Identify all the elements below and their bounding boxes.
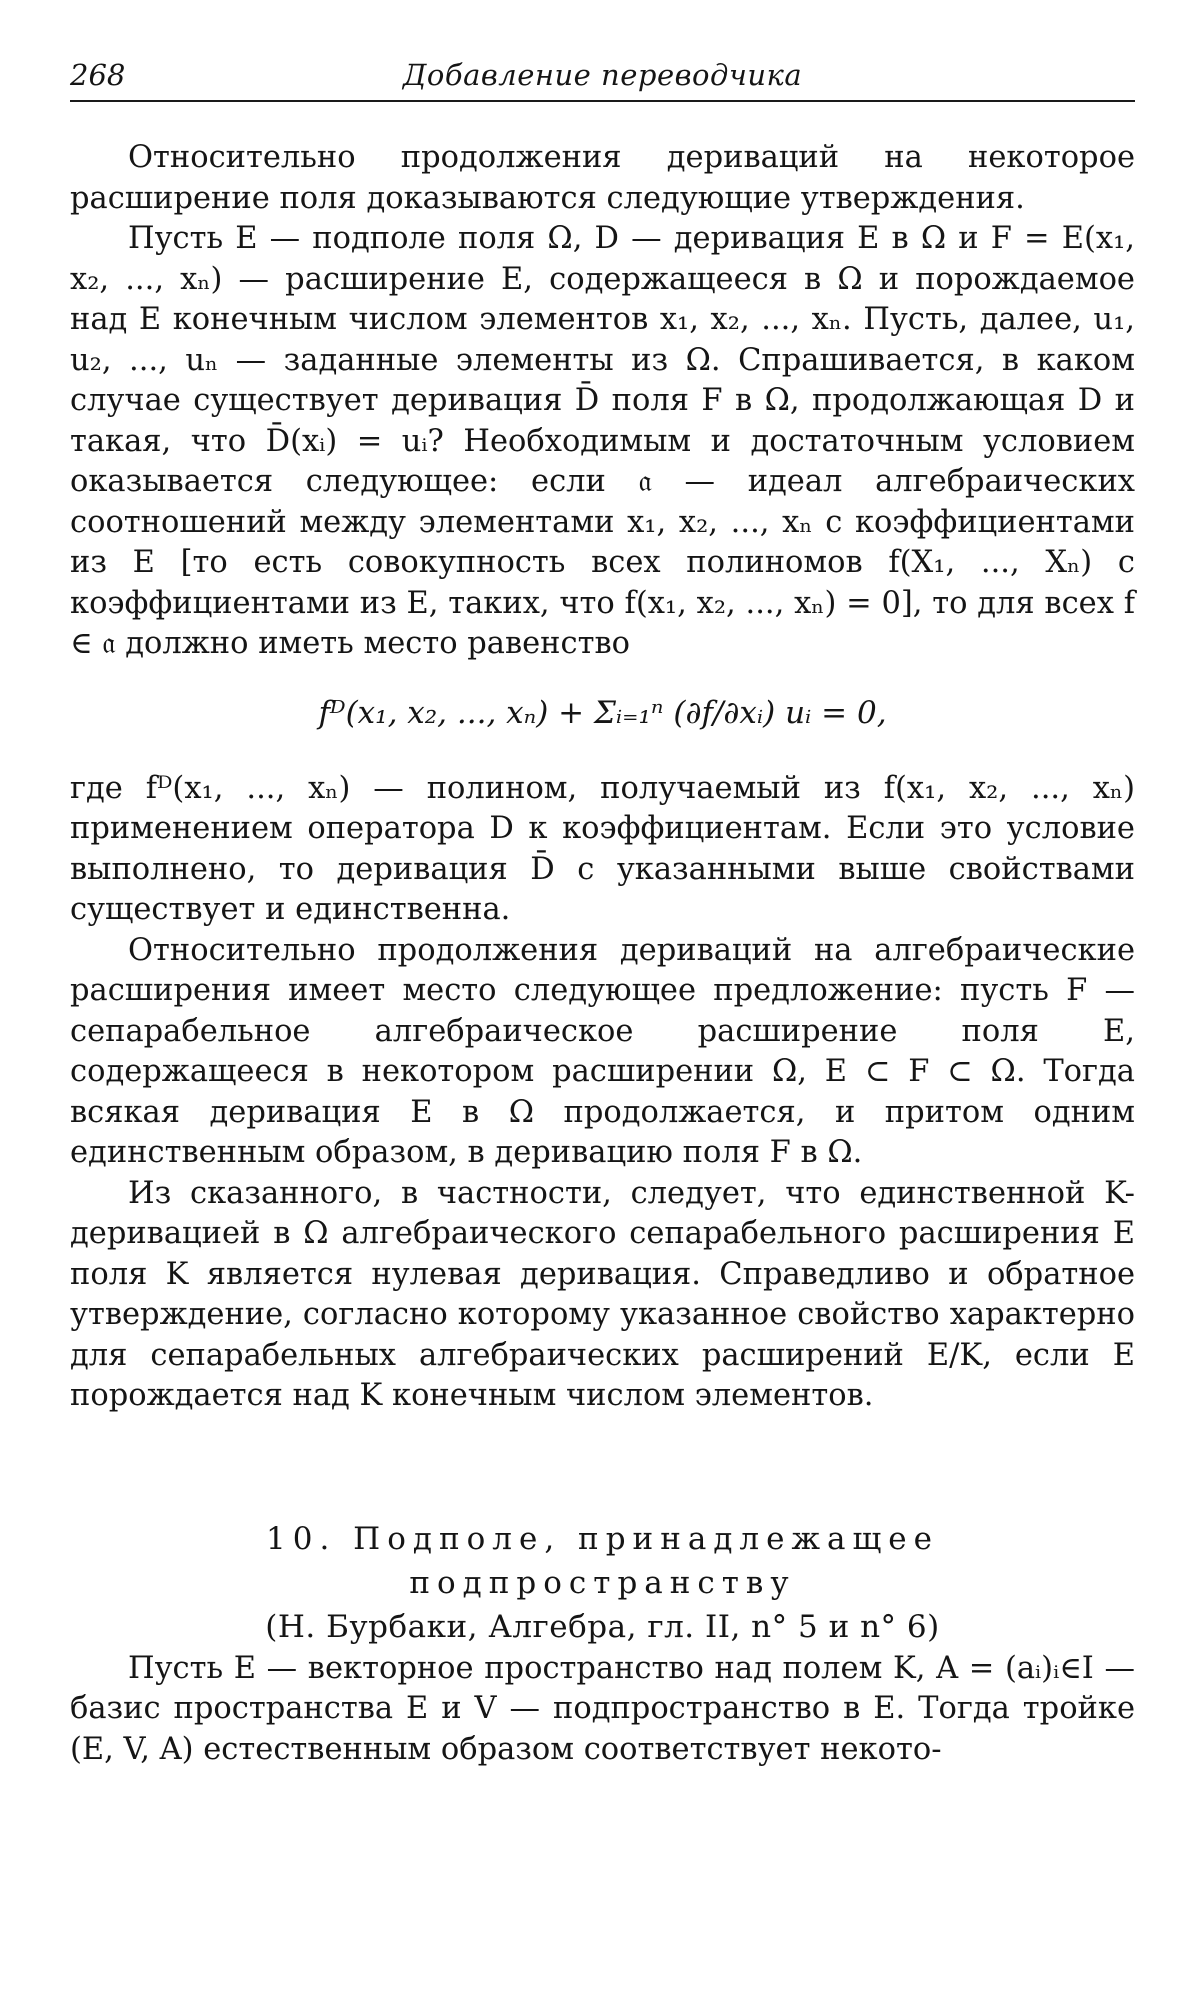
section-title: 10. Подполе, принадлежащее подпространству <box>266 1520 939 1601</box>
paragraph-algebraic-extension: Относительно продолжения дериваций на алгебраические расширения имеет место следующее предложение: пусть F — сепарабельное алгебраическое расширение поля E, содержащееся в некотором расширении Ω, E ⊂ F ⊂ Ω. Тогда всякая деривация E в Ω продолжается, и притом одним единственным образом, в деривацию поля F в Ω. <box>70 932 1135 1170</box>
page-number: 268 <box>70 58 126 92</box>
section-subtitle: (Н. Бурбаки, Алгебра, гл. II, n° 5 и n° 6) <box>265 1608 940 1645</box>
paragraph-intro: Относительно продолжения дериваций на некоторое расширение поля доказываются следующие утверждения. <box>70 140 1135 216</box>
running-title: Добавление переводчика <box>402 58 803 92</box>
display-formula: fᴰ(x₁, x₂, ..., xₙ) + Σᵢ₌₁ⁿ (∂f/∂xᵢ) uᵢ = 0, <box>318 694 887 731</box>
page-body <box>70 138 1135 1770</box>
paragraph-section-start: Пусть E — векторное пространство над полем K, A = (aᵢ)ᵢ∈I — базис пространства E и V — подпространство в E. Тогда тройке (E, V, A) естественным образом соответствует некото- <box>70 1650 1135 1767</box>
running-header <box>70 56 1135 102</box>
paragraph-consequence: Из сказанного, в частности, следует, что единственной K-деривацией в Ω алгебраического сепарабельного расширения E поля K является нулевая деривация. Справедливо и обратное утверждение, согласно которому указанное свойство характерно для сепарабельных алгебраических расширений E/K, если E порождается над K конечным числом элементов. <box>70 1175 1135 1413</box>
paragraph-derivation-extension: Пусть E — подполе поля Ω, D — деривация E в Ω и F = E(x₁, x₂, ..., xₙ) — расширение E, содержащееся в Ω и порождаемое над E конечным числом элементов x₁, x₂, ..., xₙ. Пусть, далее, u₁, u₂, ..., uₙ — заданные элементы из Ω. Спрашивается, в каком случае существует деривация D̄ поля F в Ω, продолжающая D и такая, что D̄(xᵢ) = uᵢ? Необходимым и достаточным условием оказывается следующее: если 𝔞 — идеал алгебраических соотношений между элементами x₁, x₂, ..., xₙ с коэффициентами из E [то есть совокупность всех полиномов f(X₁, ..., Xₙ) с коэффициентами из E, таких, что f(x₁, x₂, ..., xₙ) = 0], то для всех f ∈ 𝔞 должно иметь место равенство <box>70 221 1135 661</box>
paragraph-formula-explanation: где fᴰ(x₁, ..., xₙ) — полином, получаемый из f(x₁, x₂, ..., xₙ) применением оператора D к коэффициентам. Если это условие выполнено, то деривация D̄ с указанными выше свойствами существует и единственна. <box>70 770 1135 927</box>
section-heading <box>70 1517 1135 1649</box>
